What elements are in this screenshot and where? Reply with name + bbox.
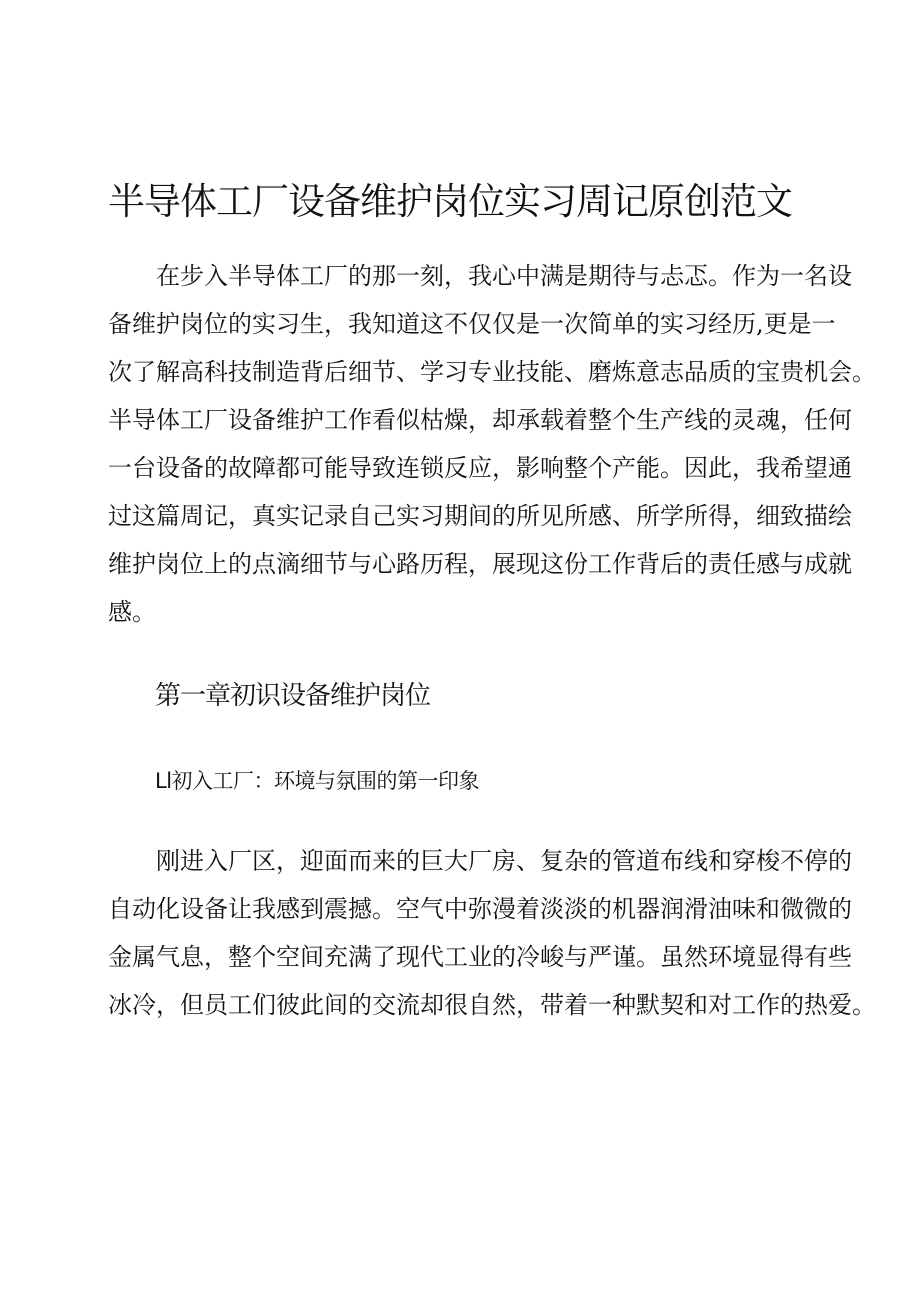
paragraph-line: 次了解高科技制造背后细节、学习专业技能、磨炼意志品质的宝贵机会。 xyxy=(108,358,876,386)
paragraph-line: 备维护岗位的实习生，我知道这不仅仅是一次简单的实习经历,更是一 xyxy=(108,310,836,338)
paragraph-line: 过这篇周记，真实记录自己实习期间的所见所感、所学所得，细致描绘 xyxy=(108,502,852,530)
paragraph-line: 冰冷，但员工们彼此间的交流却很自然，带着一种默契和对工作的热爱。 xyxy=(108,991,876,1019)
chapter-heading: 第一章初识设备维护岗位 xyxy=(155,681,431,711)
paragraph-line: 维护岗位上的点滴细节与心路历程，展现这份工作背后的责任感与成就 xyxy=(108,550,852,578)
section-heading: Ll初入工厂：环境与氛围的第一印象 xyxy=(155,769,480,793)
paragraph-line: 半导体工厂设备维护工作看似枯燥，却承载着整个生产线的灵魂，任何 xyxy=(108,406,852,434)
paragraph-line: 金属气息，整个空间充满了现代工业的冷峻与严谨。虽然环境显得有些 xyxy=(108,943,852,971)
paragraph-line: 一台设备的故障都可能导致连锁反应，影响整个产能。因此，我希望通 xyxy=(108,454,852,482)
intro-paragraph xyxy=(108,252,876,636)
paragraph-line: 自动化设备让我感到震撼。空气中弥漫着淡淡的机器润滑油味和微微的 xyxy=(108,895,852,923)
document-title: 半导体工厂设备维护岗位实习周记原创范文 xyxy=(108,180,792,223)
paragraph-line: 在步入半导体工厂的那一刻，我心中满是期待与忐忑。作为一名设 xyxy=(156,262,852,290)
paragraph-line: 感。 xyxy=(108,598,156,626)
entry-paragraph xyxy=(108,837,876,1029)
paragraph-line: 刚进入厂区，迎面而来的巨大厂房、复杂的管道布线和穿梭不停的 xyxy=(156,847,852,875)
